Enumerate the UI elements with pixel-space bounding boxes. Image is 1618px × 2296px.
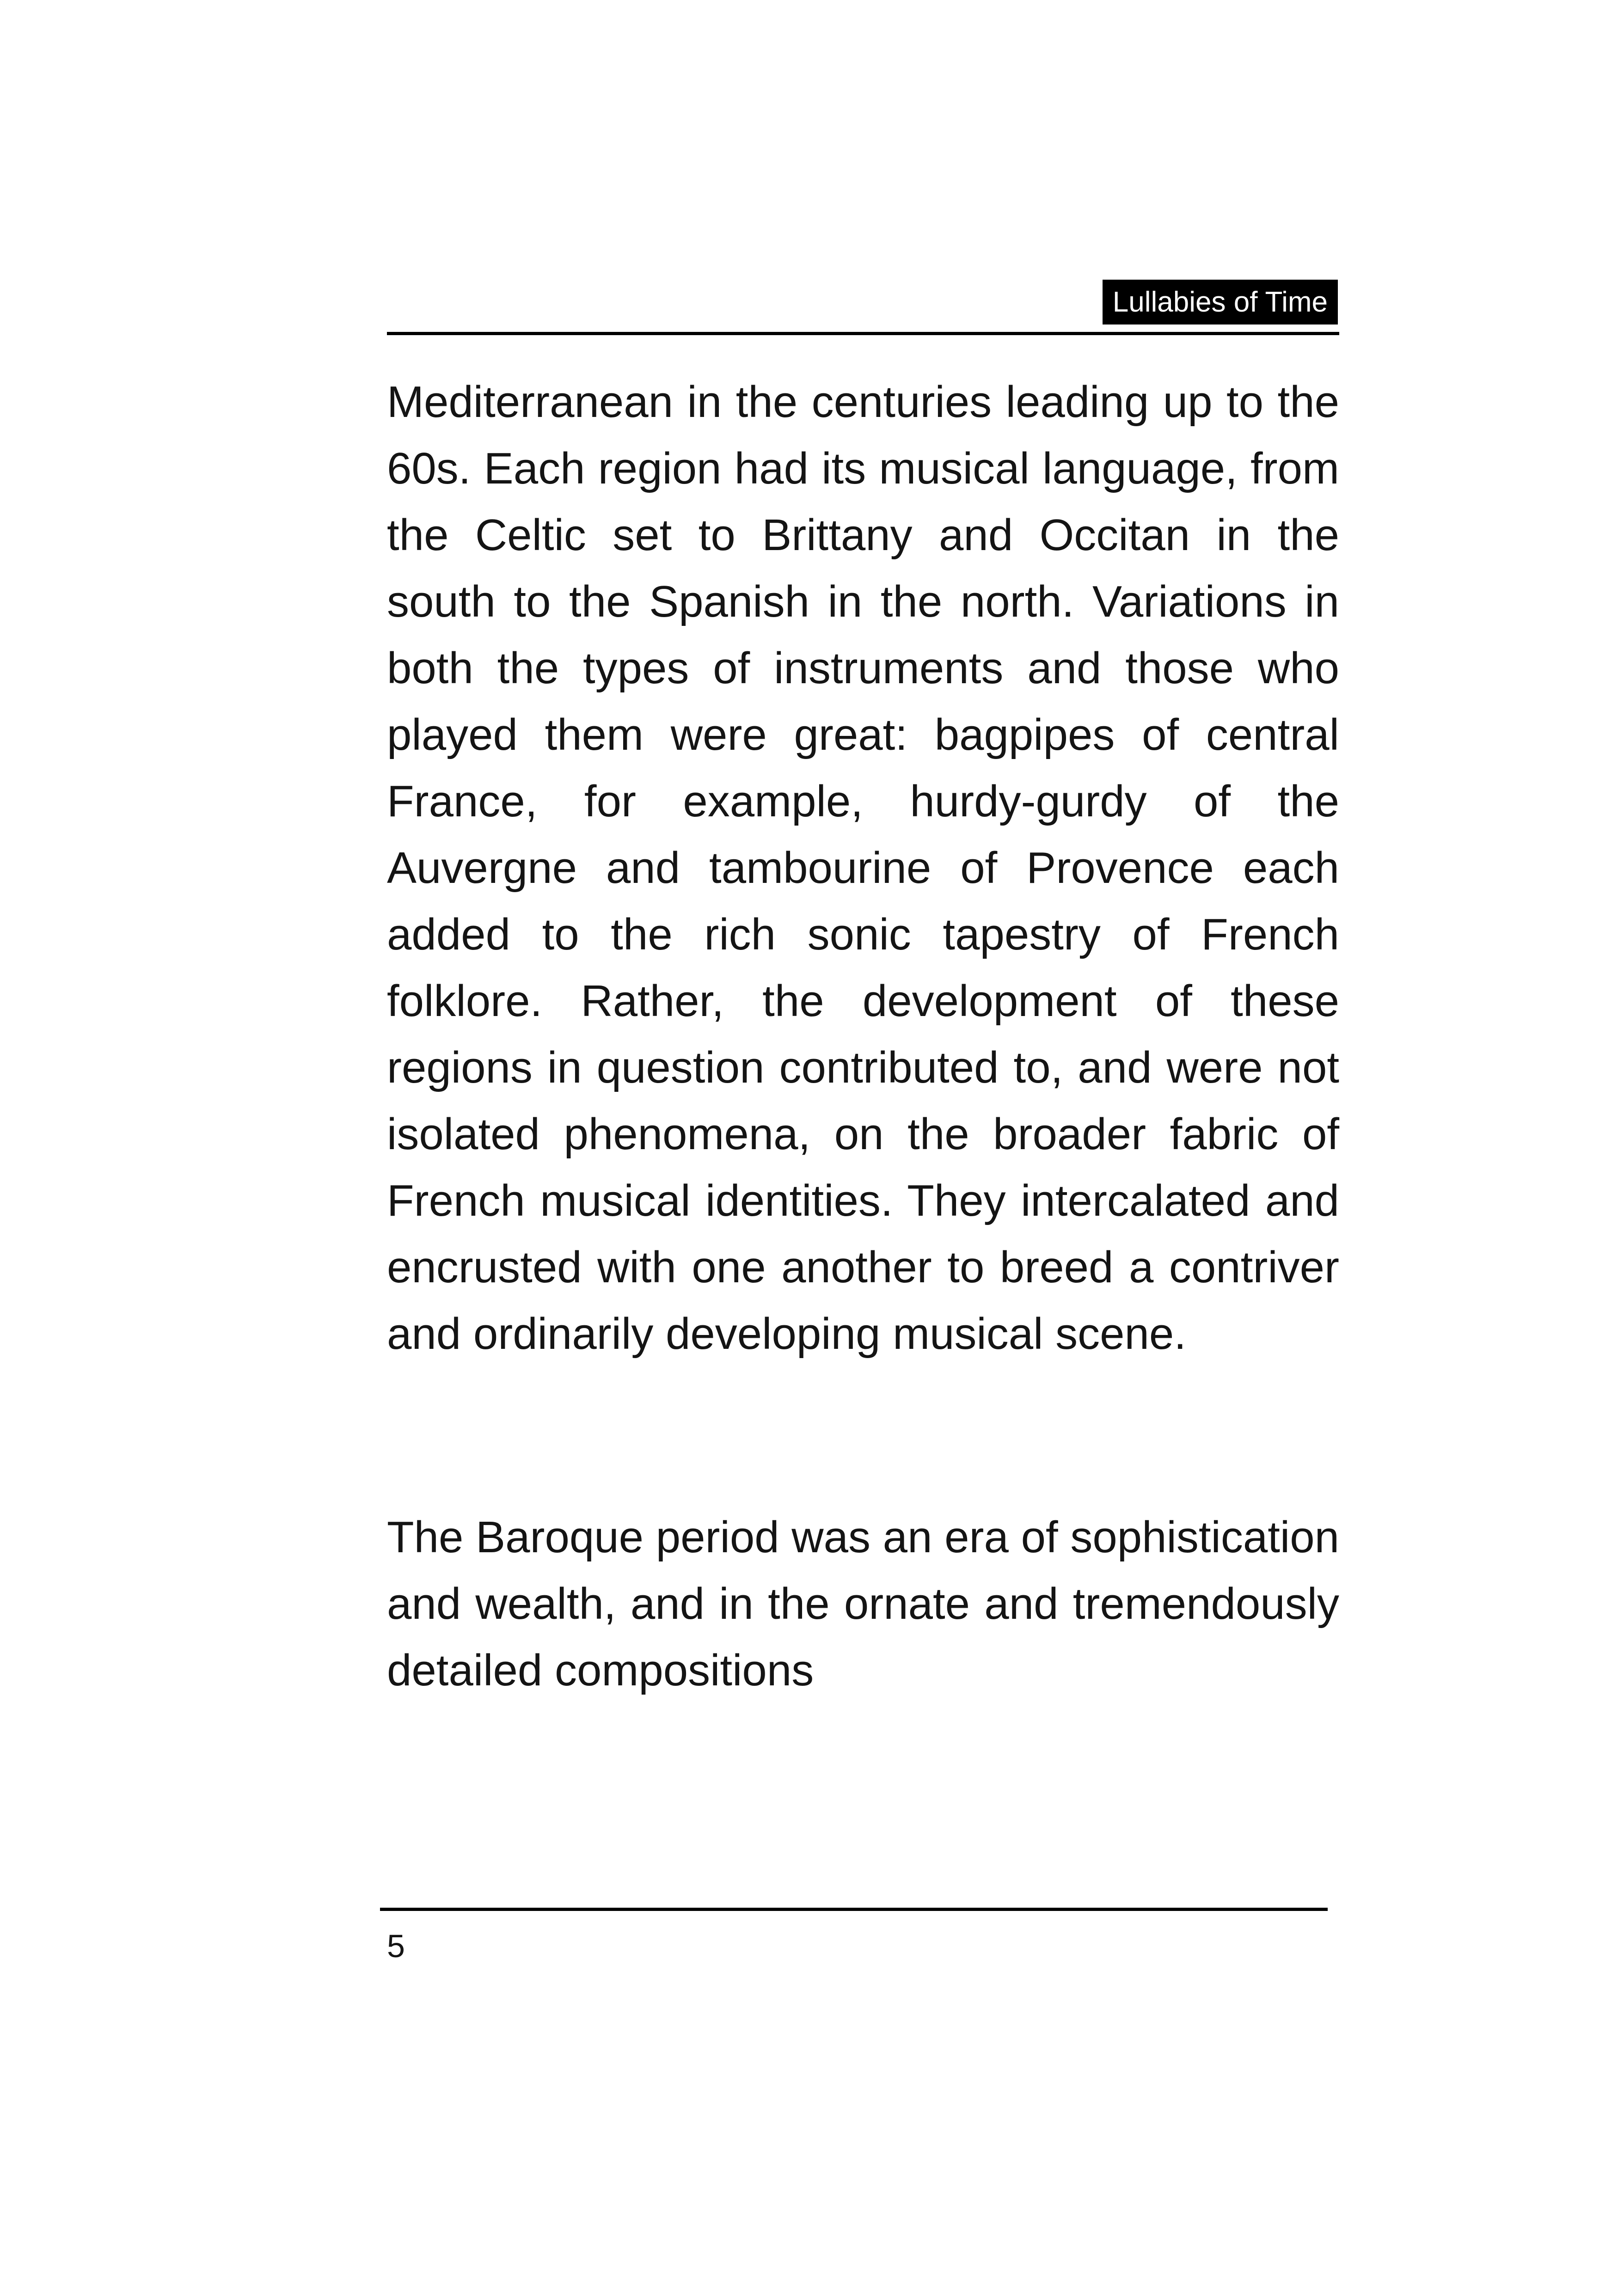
running-title: Lullabies of Time — [1103, 280, 1338, 325]
header-rule — [387, 332, 1339, 335]
paragraph-1: Mediterranean in the centuries leading up to the 60s. Each region had its musical language, from the Celtic set to Brittany and Occitan in the south to the Spanish in the north. Variations in both the types of instruments and those who played them were great: bagpipes of central France, for example, hurdy-gurdy of the Auvergne and tambourine of Provence each added to the rich sonic tapestry of French folklore. Rather, the development of these regions in question contributed to, and were not isolated phenomena, on the broader fabric of French musical identities. They intercalated and encrusted with one another to breed a contriver and ordinarily developing musical scene. — [387, 377, 1339, 1359]
footer-rule — [380, 1908, 1328, 1911]
page-number: 5 — [387, 1928, 405, 1964]
paragraph-2: The Baroque period was an era of sophistication and wealth, and in the ornate and tremendously detailed compositions — [387, 1512, 1339, 1695]
body-text — [387, 369, 1339, 1704]
